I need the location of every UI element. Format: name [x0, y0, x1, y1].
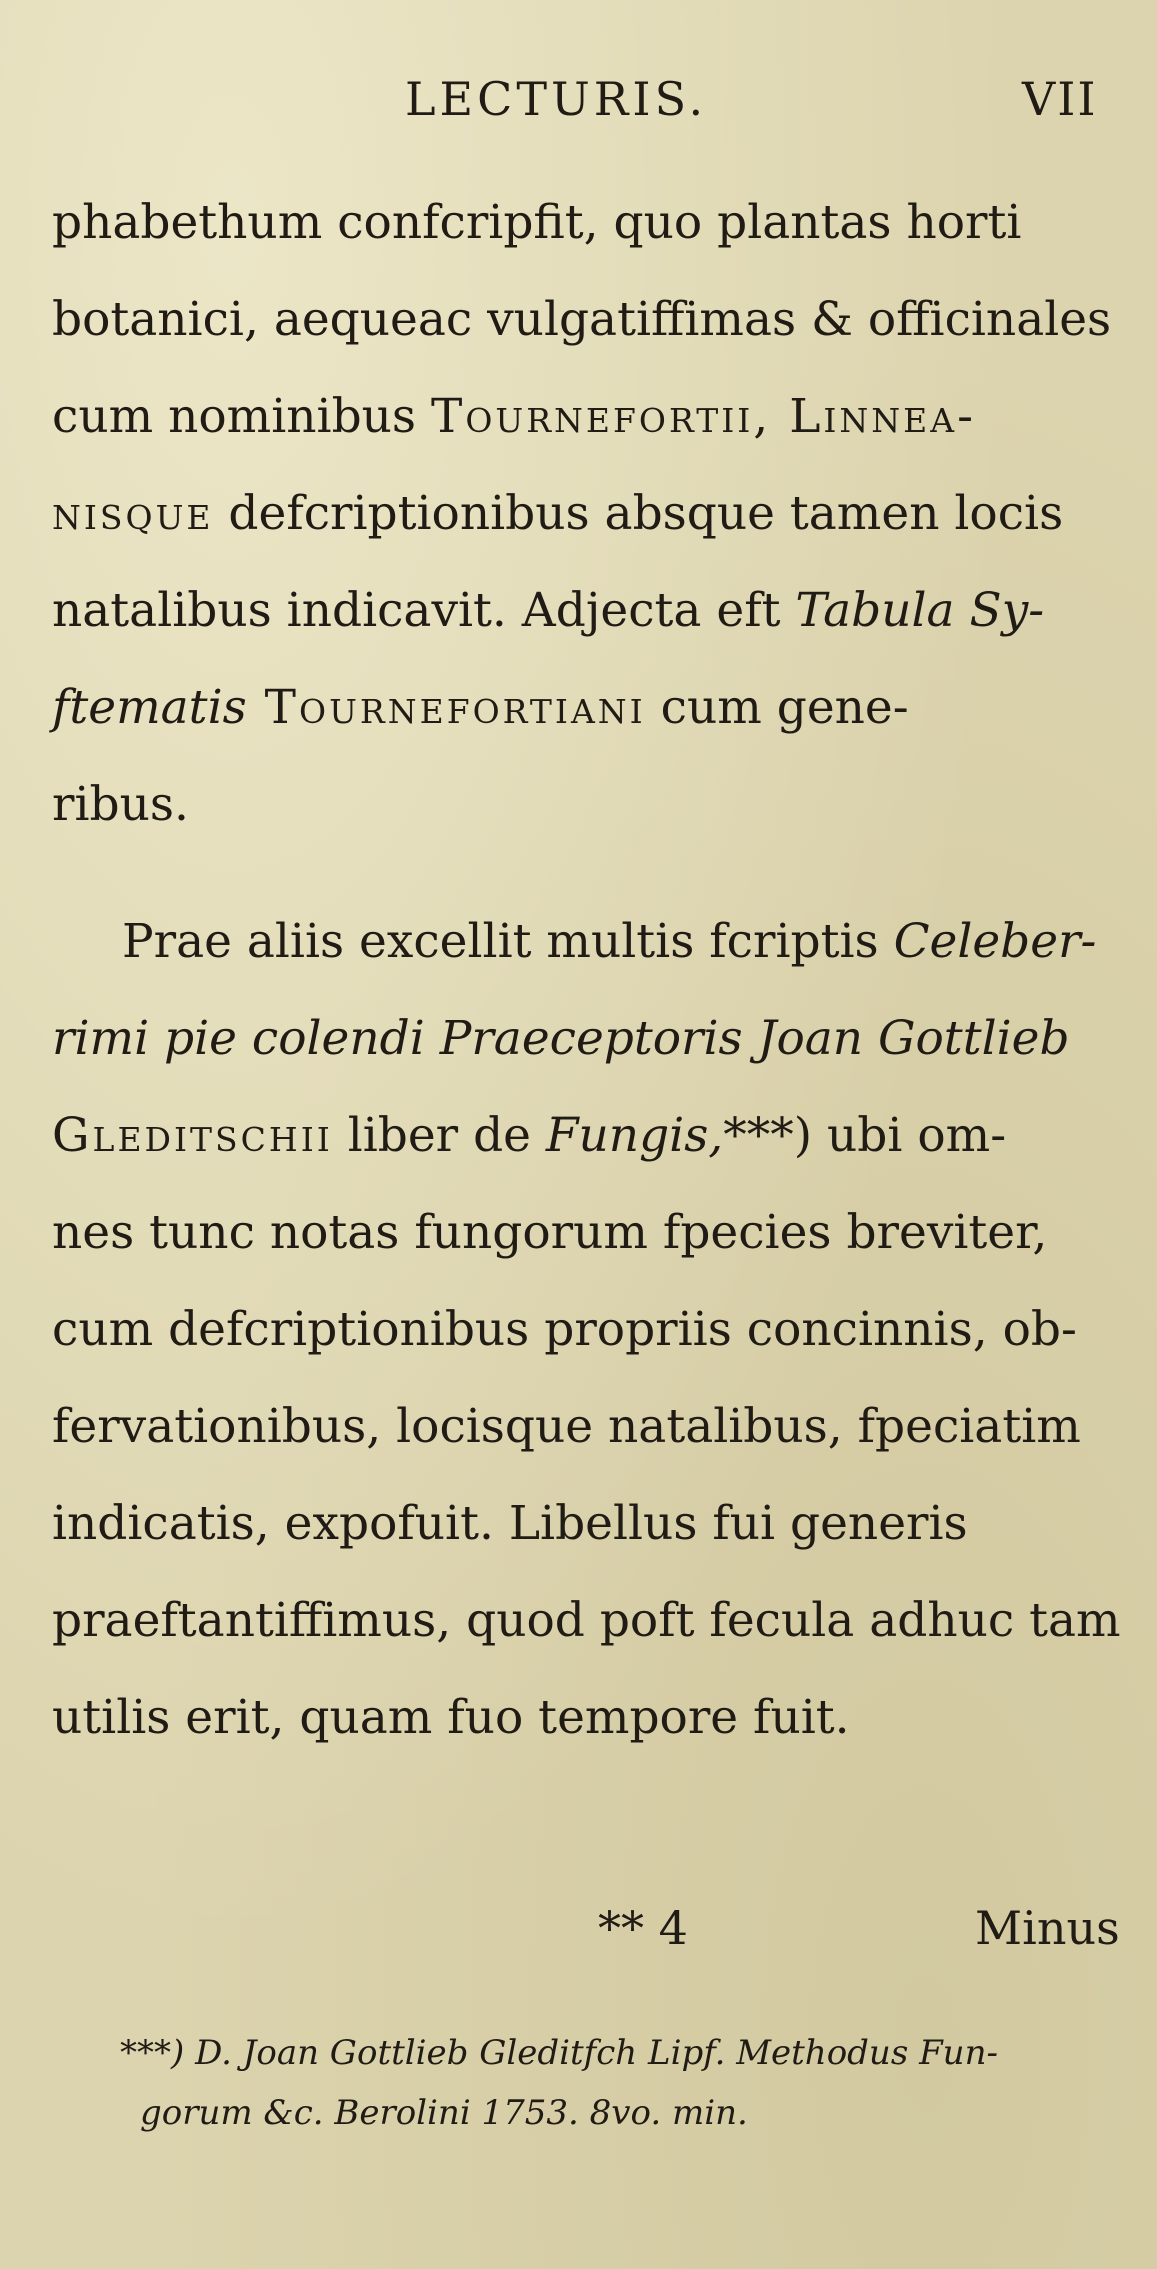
line-text: utilis erit, quam fuo tempore fuit. — [52, 1690, 850, 1745]
text-line-6 — [52, 678, 909, 738]
author-name-smallcaps: Tournefortiani — [246, 680, 646, 735]
catchword: Minus — [975, 1901, 1120, 1955]
text-line-12 — [52, 1300, 1077, 1360]
line-text: ***) ubi om- — [723, 1108, 1007, 1163]
signature-mark: ** 4 — [598, 1901, 688, 1955]
italic-phrase: rimi pie colendi Praeceptoris Joan Gottlieb — [52, 1011, 1070, 1066]
text-line-3 — [52, 387, 976, 447]
author-name-smallcaps: Tournefortii, Linnea- — [430, 389, 976, 444]
line-text: botanici, aequeac vulgatiffimas & officinales — [52, 292, 1112, 347]
catchline — [0, 1898, 1157, 1958]
text-line-14 — [52, 1494, 968, 1554]
text-line-1 — [52, 193, 1021, 253]
text-line-2 — [52, 290, 1111, 350]
italic-phrase: Celeber- — [893, 914, 1097, 969]
line-text: defcriptionibus absque tamen locis — [213, 486, 1064, 541]
text-line-10 — [52, 1106, 1006, 1166]
footnote-line-1: ***) D. Joan Gottlieb Gleditfch Lipf. Methodus Fun- — [120, 2033, 998, 2073]
text-line-11 — [52, 1203, 1047, 1263]
text-line-13 — [52, 1397, 1081, 1457]
text-line-7 — [52, 775, 189, 835]
line-text: fervationibus, locisque natalibus, fpeciatim — [52, 1399, 1081, 1454]
line-text: indicatis, expofuit. Libellus fui generis — [52, 1496, 968, 1551]
line-text: cum nominibus — [52, 389, 431, 444]
text-line-8 — [122, 912, 1096, 972]
italic-title: Tabula Sy- — [795, 583, 1045, 638]
line-text: natalibus indicavit. Adjecta eft — [52, 583, 796, 638]
author-name-smallcaps: Gleditschii — [52, 1108, 333, 1163]
italic-title: Fungis, — [545, 1108, 724, 1163]
footnote-line-2: gorum &c. Berolini 1753. 8vo. min. — [140, 2093, 748, 2133]
line-text: liber de — [332, 1108, 546, 1163]
text-line-5 — [52, 581, 1044, 641]
line-text: cum defcriptionibus propriis concinnis, ob- — [52, 1302, 1077, 1357]
line-text: phabethum confcripfit, quo plantas horti — [52, 195, 1022, 250]
running-head: LECTURIS. — [405, 72, 708, 126]
line-text: Prae aliis excellit multis fcriptis — [122, 914, 894, 969]
line-text: ribus. — [52, 777, 189, 832]
line-text: cum gene- — [645, 680, 909, 735]
page-number: VII — [1022, 72, 1098, 126]
author-name-smallcaps: nisque — [52, 486, 214, 541]
line-text: praeftantiffimus, quod poft fecula adhuc tam — [52, 1593, 1121, 1648]
italic-title: ftematis — [52, 680, 247, 735]
text-line-4 — [52, 484, 1063, 544]
text-line-15 — [52, 1591, 1121, 1651]
page-header — [0, 64, 1157, 134]
text-line-9 — [52, 1009, 1070, 1069]
line-text: nes tunc notas fungorum fpecies breviter, — [52, 1205, 1048, 1260]
text-line-16 — [52, 1688, 850, 1748]
